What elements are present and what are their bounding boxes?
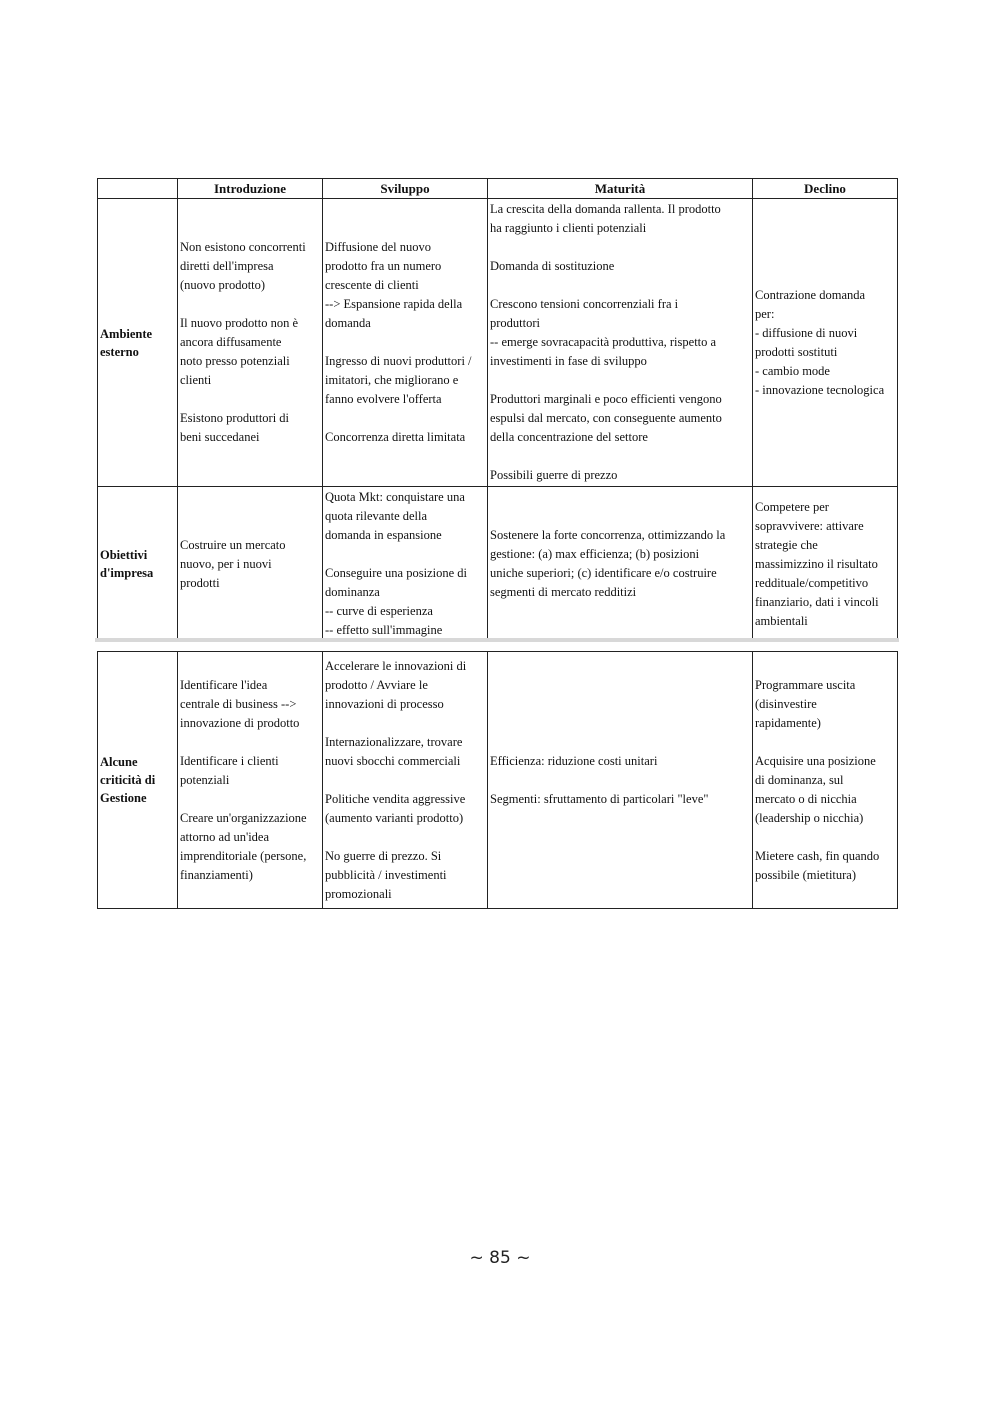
header-sviluppo: Sviluppo xyxy=(323,179,488,199)
table-row-ambiente-esterno xyxy=(98,199,898,487)
header-corner xyxy=(98,179,178,199)
header-declino: Declino xyxy=(753,179,898,199)
row-label: Alcune criticità di Gestione xyxy=(98,652,178,909)
header-maturita: Maturità xyxy=(488,179,753,199)
table-header-row xyxy=(98,179,898,199)
header-introduzione: Introduzione xyxy=(178,179,323,199)
page-break-divider xyxy=(95,638,899,642)
table-row-obiettivi-impresa xyxy=(98,487,898,642)
cell-declino: Programmare uscita (disinvestire rapidamente) Acquisire una posizione di dominanza, sul mercato o di nicchia (leadership o nicchia) Mietere cash, fin quando possibile (mietitura) xyxy=(753,652,898,909)
cell-maturita: Sostenere la forte concorrenza, ottimizzando la gestione: (a) max efficienza; (b) posizioni uniche superiori; (c) identificare e/o costruire segmenti di mercato redditizi xyxy=(488,487,753,642)
cell-introduzione: Non esistono concorrenti diretti dell'impresa (nuovo prodotto) Il nuovo prodotto non è ancora diffusamente noto presso potenziali clienti Esistono produttori di beni succedanei xyxy=(178,199,323,487)
cell-introduzione: Costruire un mercato nuovo, per i nuovi prodotti xyxy=(178,487,323,642)
lifecycle-table-part1 xyxy=(97,178,898,642)
cell-maturita: La crescita della domanda rallenta. Il prodotto ha raggiunto i clienti potenziali Domanda di sostituzione Crescono tensioni concorrenziali fra i produttori -- emerge sovracapacità produttiva, rispetto a investimenti in fase di sviluppo Produttori marginali e poco efficienti vengono espulsi dal mercato, con conseguente aumento della concentrazione del settore Possibili guerre di prezzo xyxy=(488,199,753,487)
cell-sviluppo: Diffusione del nuovo prodotto fra un numero crescente di clienti --> Espansione rapida della domanda Ingresso di nuovi produttori / imitatori, che migliorano e fanno evolvere l'offerta Concorrenza diretta limitata xyxy=(323,199,488,487)
cell-maturita: Efficienza: riduzione costi unitari Segmenti: sfruttamento di particolari "leve" xyxy=(488,652,753,909)
cell-declino: Contrazione domanda per: - diffusione di nuovi prodotti sostituti - cambio mode - innovazione tecnologica xyxy=(753,199,898,487)
cell-declino: Competere per sopravvivere: attivare strategie che massimizzino il risultato reddituale/competitivo finanziario, dati i vincoli ambientali xyxy=(753,487,898,642)
cell-introduzione: Identificare l'idea centrale di business --> innovazione di prodotto Identificare i clienti potenziali Creare un'organizzazione attorno ad un'idea imprenditoriale (persone, finanziamenti) xyxy=(178,652,323,909)
table-row-criticita-gestione xyxy=(98,652,898,909)
page-number: ~ 85 ~ xyxy=(469,1248,531,1268)
row-label: Ambiente esterno xyxy=(98,199,178,487)
cell-sviluppo: Accelerare le innovazioni di prodotto / Avviare le innovazioni di processo Internazionalizzare, trovare nuovi sbocchi commerciali Politiche vendita aggressive (aumento varianti prodotto) No guerre di prezzo. Si pubblicità / investimenti promozionali xyxy=(323,652,488,909)
cell-sviluppo: Quota Mkt: conquistare una quota rilevante della domanda in espansione Conseguire una posizione di dominanza -- curve di esperienza -- effetto sull'immagine xyxy=(323,487,488,642)
lifecycle-table-part2 xyxy=(97,651,898,909)
row-label: Obiettivi d'impresa xyxy=(98,487,178,642)
